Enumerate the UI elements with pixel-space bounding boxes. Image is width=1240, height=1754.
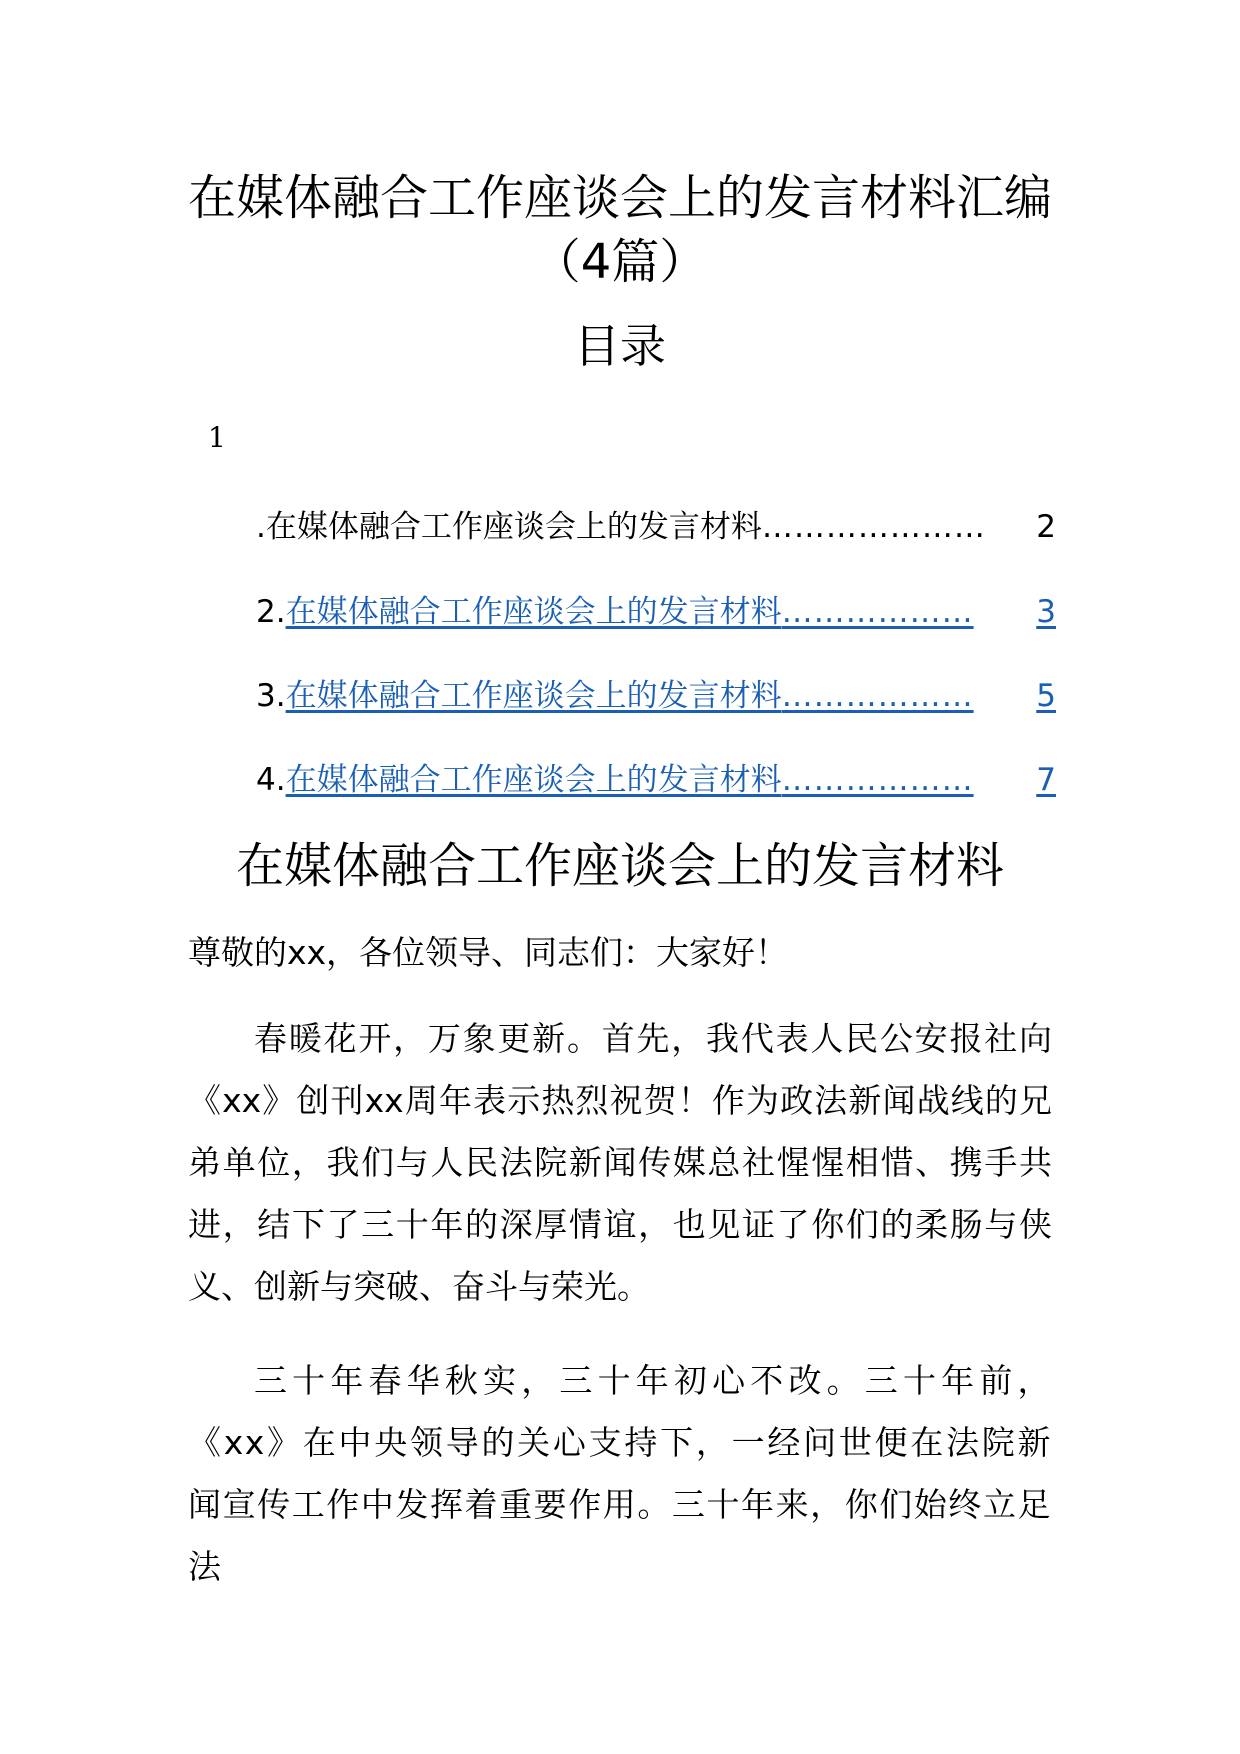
- page-number-marker: 1: [208, 421, 226, 454]
- toc-entry: [256, 505, 1056, 549]
- toc-entry-number: 3.: [256, 678, 286, 714]
- document-title-count: （4篇）: [532, 234, 708, 290]
- document-title: 在媒体融合工作座谈会上的发言材料汇编: [187, 170, 1052, 226]
- toc-entry-link[interactable]: [256, 674, 1056, 718]
- body-paragraph: 三十年春华秋实，三十年初心不改。三十年前，《xx》在中央领导的关心支持下，一经问世便在法院新闻宣传工作中发挥着重要作用。三十年来，你们始终立足法: [188, 1361, 1052, 1586]
- salutation: 尊敬的xx，各位领导、同志们：大家好！: [188, 933, 789, 972]
- toc-entry-number: 2.: [256, 594, 286, 630]
- toc-entry-label[interactable]: 在媒体融合工作座谈会上的发言材料: [285, 678, 782, 714]
- toc-entry-leader: …………………: [761, 509, 986, 545]
- toc-entry-page[interactable]: 3: [1036, 594, 1056, 630]
- toc-entry-label[interactable]: 在媒体融合工作座谈会上的发言材料: [285, 762, 782, 798]
- toc-entry-link[interactable]: [256, 758, 1056, 802]
- toc-entry-number: 4.: [256, 762, 286, 798]
- toc-entry-page: 2: [1036, 509, 1056, 545]
- toc-entry-leader[interactable]: ………………: [781, 678, 974, 714]
- toc-heading: 目录: [574, 319, 666, 373]
- toc-entry-label[interactable]: 在媒体融合工作座谈会上的发言材料: [285, 594, 782, 630]
- toc-entry-leader[interactable]: ………………: [781, 594, 974, 630]
- toc-entry-page[interactable]: 7: [1036, 762, 1056, 798]
- toc-entry-leader[interactable]: ………………: [781, 762, 974, 798]
- toc-entry-label: .在媒体融合工作座谈会上的发言材料: [256, 509, 762, 545]
- section-heading: 在媒体融合工作座谈会上的发言材料: [235, 838, 1004, 894]
- toc-entry-page[interactable]: 5: [1036, 678, 1056, 714]
- toc-entry-link[interactable]: [256, 590, 1056, 634]
- body-paragraph: 春暖花开，万象更新。首先，我代表人民公安报社向《xx》创刊xx周年表示热烈祝贺！作为政法新闻战线的兄弟单位，我们与人民法院新闻传媒总社惺惺相惜、携手共进，结下了三十年的深厚情谊，也见证了你们的柔肠与侠义、创新与突破、奋斗与荣光。: [188, 1019, 1052, 1306]
